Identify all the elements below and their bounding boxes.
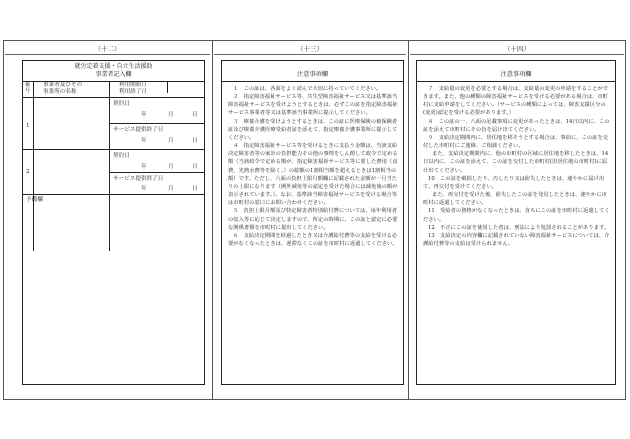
- form-title-line-2: 事業者記入欄: [95, 71, 132, 78]
- row-2-bottom-rule: [23, 194, 204, 195]
- col-provider-header-2: 事業所の名称: [43, 89, 77, 95]
- panel-13-header-rule: [214, 54, 406, 55]
- note-9: ９ 支給決定期間内に、居住地を移そうとする場合は、事前に、この証を交付した市町村にご連絡、ご相談ください。: [423, 134, 609, 150]
- row-1-contract-month: 月: [168, 112, 174, 118]
- row-1-mid-rule: [109, 123, 204, 124]
- note-7: ７ 支給量の変更を必要とする場合は、支給量の変更の申請をすることができます。また、他の種類の障害福祉サービスを受ける必要がある場合は、市町村に支給申請をしてください。（サービスの種類によっては、障害支援区分の(変更)認定を受ける必要があります。）: [423, 86, 609, 117]
- panel-12-header: （十二）: [94, 45, 121, 53]
- row-1-end-day: 日: [192, 138, 198, 144]
- note-1: １ この証は、各面をよく読んで大切に持っていてください。: [233, 86, 382, 92]
- note-12: 12 不正にこの証を使用した者は、刑法により処罰されることがあります。: [428, 224, 610, 231]
- panel-12-header-rule: [5, 54, 210, 55]
- note-5: ５ 負担上限月額及び特定障害者特別給付費については、毎年利用者の収入等に応じて決定しますので、所定の時期に、この証と認定に必要な関係書類を市町村に提出してください。: [228, 208, 398, 231]
- panel-14-note-list: [423, 85, 610, 248]
- panel-14-title-rule: [417, 81, 615, 82]
- col-end-date-header: 利用終了日: [119, 89, 147, 95]
- note-2: ２ 指定障害福祉サービス等、共生型障害福祉サービス又は基準該当障害福祉サービスを受けようとするときは、必ずこの証を指定障害福祉サービス事業者等又は基準該当事業所に提示してください。: [228, 94, 398, 117]
- header-row-rule: [23, 97, 204, 98]
- row-1-end-label: サービス提供終了日: [113, 127, 164, 133]
- note-8: ８ この証の一、八面の記載事項に変更があったときは、14日以内に、この証を添えて市町村にその旨を届け出てください。: [423, 118, 610, 133]
- row-2-end-month: 月: [168, 186, 174, 192]
- note-4: ４ 指定障害福祉サービス等を受けるときに支払う金額は、当該支給決定障害者等の家計の負担能力その他の事情をしん酌して政令で定める額（当該政令で定める額が、指定障害福祉サービス等に要した費用（食費、光熱水費等を除く。）の総額の1割相当額を超えるときは1割相当の額）です。ただし、六面の負担上限月額欄に記載された金額が一月当たりの上限になります（例外減免等の認定を受けた場合には減免後の額が表示されています。）。なお、基準該当障害福祉サービスを受ける場合等は市町村の窓口にお問い合わせください。: [228, 143, 398, 207]
- remarks-label: 予備欄: [26, 197, 43, 203]
- col-number-header: 番号: [25, 82, 31, 94]
- note-6: ６ 支給決定期間を経過したとき又は介護給付費等の支給を受ける必要がなくなったときは、遅滞なくこの証を市町村に返還してください。: [228, 232, 398, 247]
- provider-col-rule: [109, 81, 110, 251]
- note-3: ３ 療養介護を受けようとするときは、この証に医療保険の被保険者証及び療養介護医療受給者証を添えて、指定療養介護事業所に提示してください。: [228, 118, 398, 141]
- row-2-contract-year: 年: [141, 164, 147, 170]
- row-2-contract-label: 契約日: [113, 153, 130, 159]
- form-title-line-1: 就労定着支援・自立生活援助: [74, 63, 153, 70]
- panel-13-notes: [221, 60, 404, 385]
- col-start-date-header: 利用開始日: [119, 82, 147, 88]
- panel-separator-1: [212, 40, 213, 400]
- panel-13-header: （十三）: [297, 45, 323, 53]
- panel-13-title: 注意事項欄: [297, 71, 328, 78]
- row-2-contract-month: 月: [168, 164, 174, 170]
- panel-13-note-list: [228, 85, 398, 248]
- dates-col-rule: [167, 81, 168, 93]
- panel-12-form: [22, 60, 205, 385]
- note-10: 10 この証を破損したり、汚したり又は紛失したときは、速やかに届け出て、再交付を受けてください。: [423, 175, 605, 190]
- panel-separator-2: [408, 40, 409, 400]
- row-2-end-label: サービス提供終了日: [113, 176, 164, 182]
- row-2-end-day: 日: [192, 186, 198, 192]
- note-11: 11 受給者の資格がなくなったときは、直ちにこの証を市町村に返還してください。: [423, 208, 610, 223]
- row-1-contract-label: 契約日: [113, 101, 130, 107]
- row-2-end-year: 年: [141, 186, 147, 192]
- panel-14-header: （十四）: [504, 45, 530, 53]
- row-1-end-year: 年: [141, 138, 147, 144]
- row-1-contract-day: 日: [192, 112, 198, 118]
- row-2-contract-day: 日: [192, 164, 198, 170]
- note-10-continued: また、再交付を受けた後、紛失したこの証を発見したときは、速やかに市町村に返還してください。: [423, 192, 607, 207]
- col-provider-header-1: 事業者及びその: [43, 82, 83, 88]
- row-1-bottom-rule: [23, 149, 204, 150]
- panel-14-title: 注意事項欄: [500, 71, 532, 78]
- note-13: 13 支給決定の内容欄に記載されていない障害福祉サービスについては、介護給付費等の支給は受けられません。: [423, 232, 610, 247]
- note-9-continued: また、支給決定期間内に、他の市町村の区域に居住地を移したときは、14日以内に、この証を添えて、この証を交付した市町村(旧居住地の市町村)に届け出てください。: [423, 151, 609, 174]
- row-1-contract-year: 年: [141, 112, 147, 118]
- row-1-end-month: 月: [168, 138, 174, 144]
- panel-13-title-rule: [222, 81, 403, 82]
- number-col-rule: [33, 81, 34, 251]
- row-2-number: 2: [26, 169, 30, 175]
- row-2-mid-rule: [109, 172, 204, 173]
- panel-14-notes: [416, 60, 616, 385]
- row-1-number: 1: [26, 123, 30, 129]
- panel-14-header-rule: [410, 54, 624, 55]
